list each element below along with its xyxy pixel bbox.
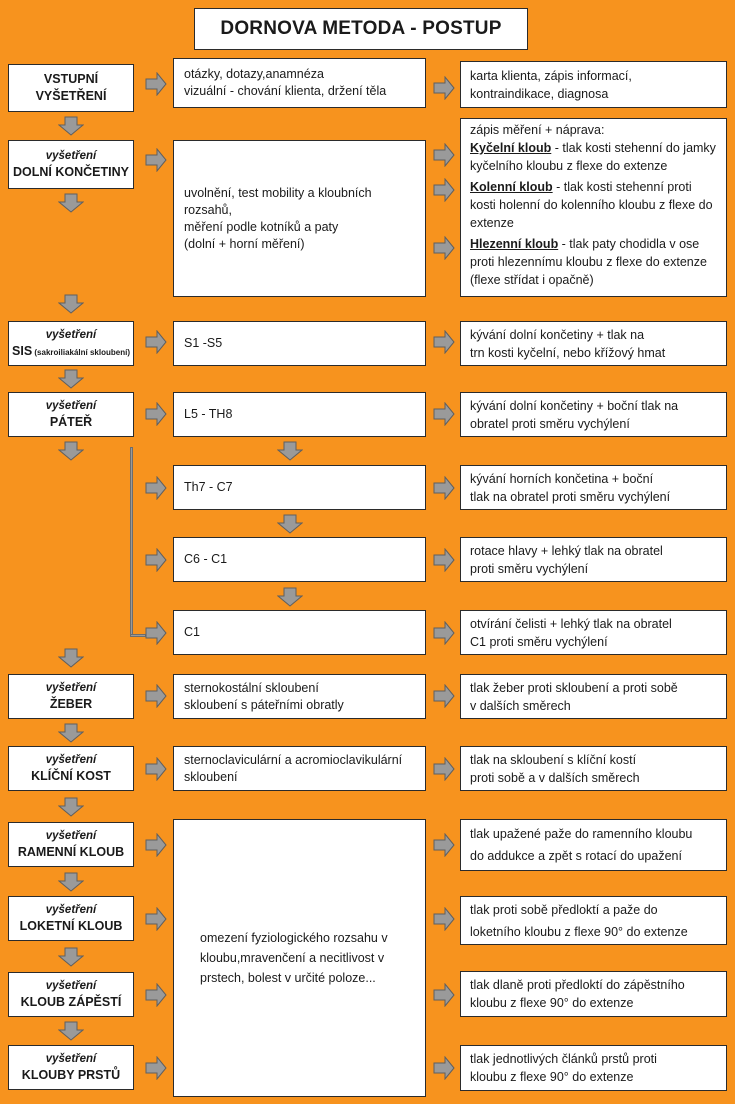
label-kloub-zapesti: vyšetření KLOUB ZÁPĚSTÍ [8, 972, 134, 1017]
middle-c1: C1 [173, 610, 426, 655]
middle-vstupni: otázky, dotazy,anamnéza vizuální - chování klienta, držení těla [173, 58, 426, 108]
middle-shared-symptoms: omezení fyziologického rozsahu v kloubu,mravenčení a necitlivost v prstech, bolest v určité poloze... [173, 819, 426, 1097]
arrow-right-icon [145, 1056, 167, 1080]
arrow-right-icon [433, 476, 455, 500]
arrow-down-icon [277, 441, 303, 461]
spine-connector-line [130, 447, 133, 637]
arrow-right-icon [145, 684, 167, 708]
right-dolni-koncetiny: zápis měření + náprava: Kyčelní kloub - tlak kosti stehenní do jamky kyčelního kloubu z flexe do extenze Kolenní kloub - tlak kosti stehenní proti kosti holenní do kolenního kloubu z flexe do extenze Hlezenní kloub - tlak paty chodidla v ose proti hlezennímu kloubu z flexe do extenze (flexe střídat i opačně) [460, 118, 727, 297]
middle-th7-c7: Th7 - C7 [173, 465, 426, 510]
diagram-title: DORNOVA METODA - POSTUP [194, 8, 528, 50]
label-zeber: vyšetření ŽEBER [8, 674, 134, 719]
right-zeber: tlak žeber proti skloubení a proti sobě v dalších směrech [460, 674, 727, 719]
right-vstupni: karta klienta, zápis informací, kontraindikace, diagnosa [460, 61, 727, 108]
item-kolenni-kloub: Kolenní kloub - tlak kosti stehenní proti kosti holenní do kolenního kloubu z flexe do extenze [470, 180, 713, 230]
middle-zeber: sternokostální skloubení skloubení s páteřními obratly [173, 674, 426, 719]
arrow-down-icon [58, 797, 84, 817]
label-dolni-koncetiny: vyšetření DOLNÍ KONČETINY [8, 140, 134, 189]
item-kycelni-kloub: Kyčelní kloub - tlak kosti stehenní do jamky kyčelního kloubu z flexe do extenze [470, 141, 716, 173]
label-sis: vyšetření SIS (sakroiliakální skloubení) [8, 321, 134, 366]
arrow-right-icon [433, 178, 455, 202]
arrow-down-icon [58, 723, 84, 743]
arrow-down-icon [58, 193, 84, 213]
right-sis: kývání dolní končetiny + tlak na trn kosti kyčelní, nebo křížový hmat [460, 321, 727, 366]
arrow-right-icon [145, 907, 167, 931]
arrow-right-icon [433, 76, 455, 100]
label-loketni-kloub: vyšetření LOKETNÍ KLOUB [8, 896, 134, 941]
label-klicni-kost: vyšetření KLÍČNÍ KOST [8, 746, 134, 791]
arrow-right-icon [145, 621, 167, 645]
right-ramenni-kloub: tlak upažené paže do ramenního kloubu do addukce a zpět s rotací do upažení [460, 819, 727, 871]
label-pater: vyšetření PÁTEŘ [8, 392, 134, 437]
arrow-down-icon [58, 947, 84, 967]
arrow-right-icon [145, 148, 167, 172]
arrow-right-icon [145, 402, 167, 426]
right-loketni-kloub: tlak proti sobě předloktí a paže do loketního kloubu z flexe 90° do extenze [460, 896, 727, 945]
arrow-down-icon [58, 648, 84, 668]
label-ramenni-kloub: vyšetření RAMENNÍ KLOUB [8, 822, 134, 867]
arrow-right-icon [433, 983, 455, 1007]
right-klouby-prstu: tlak jednotlivých článků prstů proti kloubu z flexe 90° do extenze [460, 1045, 727, 1091]
arrow-right-icon [145, 330, 167, 354]
arrow-right-icon [433, 757, 455, 781]
arrow-down-icon [58, 1021, 84, 1041]
arrow-right-icon [433, 1056, 455, 1080]
arrow-right-icon [145, 833, 167, 857]
arrow-down-icon [58, 441, 84, 461]
arrow-down-icon [58, 294, 84, 314]
right-th7-c7: kývání horních končetina + boční tlak na obratel proti směru vychýlení [460, 465, 727, 510]
label-klouby-prstu: vyšetření KLOUBY PRSTŮ [8, 1045, 134, 1090]
middle-klicni-kost: sternoclaviculární a acromioclavikulární skloubení [173, 746, 426, 791]
arrow-right-icon [145, 983, 167, 1007]
middle-sis: S1 -S5 [173, 321, 426, 366]
arrow-down-icon [58, 369, 84, 389]
arrow-right-icon [433, 621, 455, 645]
arrow-right-icon [145, 476, 167, 500]
middle-dolni-koncetiny: uvolnění, test mobility a kloubních rozsahů, měření podle kotníků a paty (dolní + horní měření) [173, 140, 426, 297]
arrow-right-icon [433, 236, 455, 260]
right-klicni-kost: tlak na skloubení s klíční kostí proti sobě a v dalších směrech [460, 746, 727, 791]
arrow-right-icon [433, 548, 455, 572]
right-l5-th8: kývání dolní končetiny + boční tlak na obratel proti směru vychýlení [460, 392, 727, 437]
right-c6-c1: rotace hlavy + lehký tlak na obratel proti směru vychýlení [460, 537, 727, 582]
arrow-right-icon [433, 402, 455, 426]
arrow-right-icon [433, 684, 455, 708]
arrow-right-icon [433, 907, 455, 931]
arrow-right-icon [433, 143, 455, 167]
arrow-right-icon [145, 72, 167, 96]
arrow-right-icon [433, 330, 455, 354]
middle-c6-c1: C6 - C1 [173, 537, 426, 582]
middle-l5-th8: L5 - TH8 [173, 392, 426, 437]
label-vstupni-vysetreni: VSTUPNÍ VYŠETŘENÍ [8, 64, 134, 112]
right-c1: otvírání čelisti + lehký tlak na obratel C1 proti směru vychýlení [460, 610, 727, 655]
arrow-down-icon [58, 116, 84, 136]
arrow-down-icon [277, 514, 303, 534]
item-hlezenni-kloub: Hlezenní kloub - tlak paty chodidla v ose proti hlezennímu kloubu z flexe do extenze (flexe střídat i opačně) [470, 237, 707, 287]
right-kloub-zapesti: tlak dlaně proti předloktí do zápěstního kloubu z flexe 90° do extenze [460, 971, 727, 1017]
arrow-down-icon [58, 872, 84, 892]
arrow-down-icon [277, 587, 303, 607]
arrow-right-icon [145, 757, 167, 781]
arrow-right-icon [433, 833, 455, 857]
arrow-right-icon [145, 548, 167, 572]
spine-connector-tick [130, 634, 146, 637]
